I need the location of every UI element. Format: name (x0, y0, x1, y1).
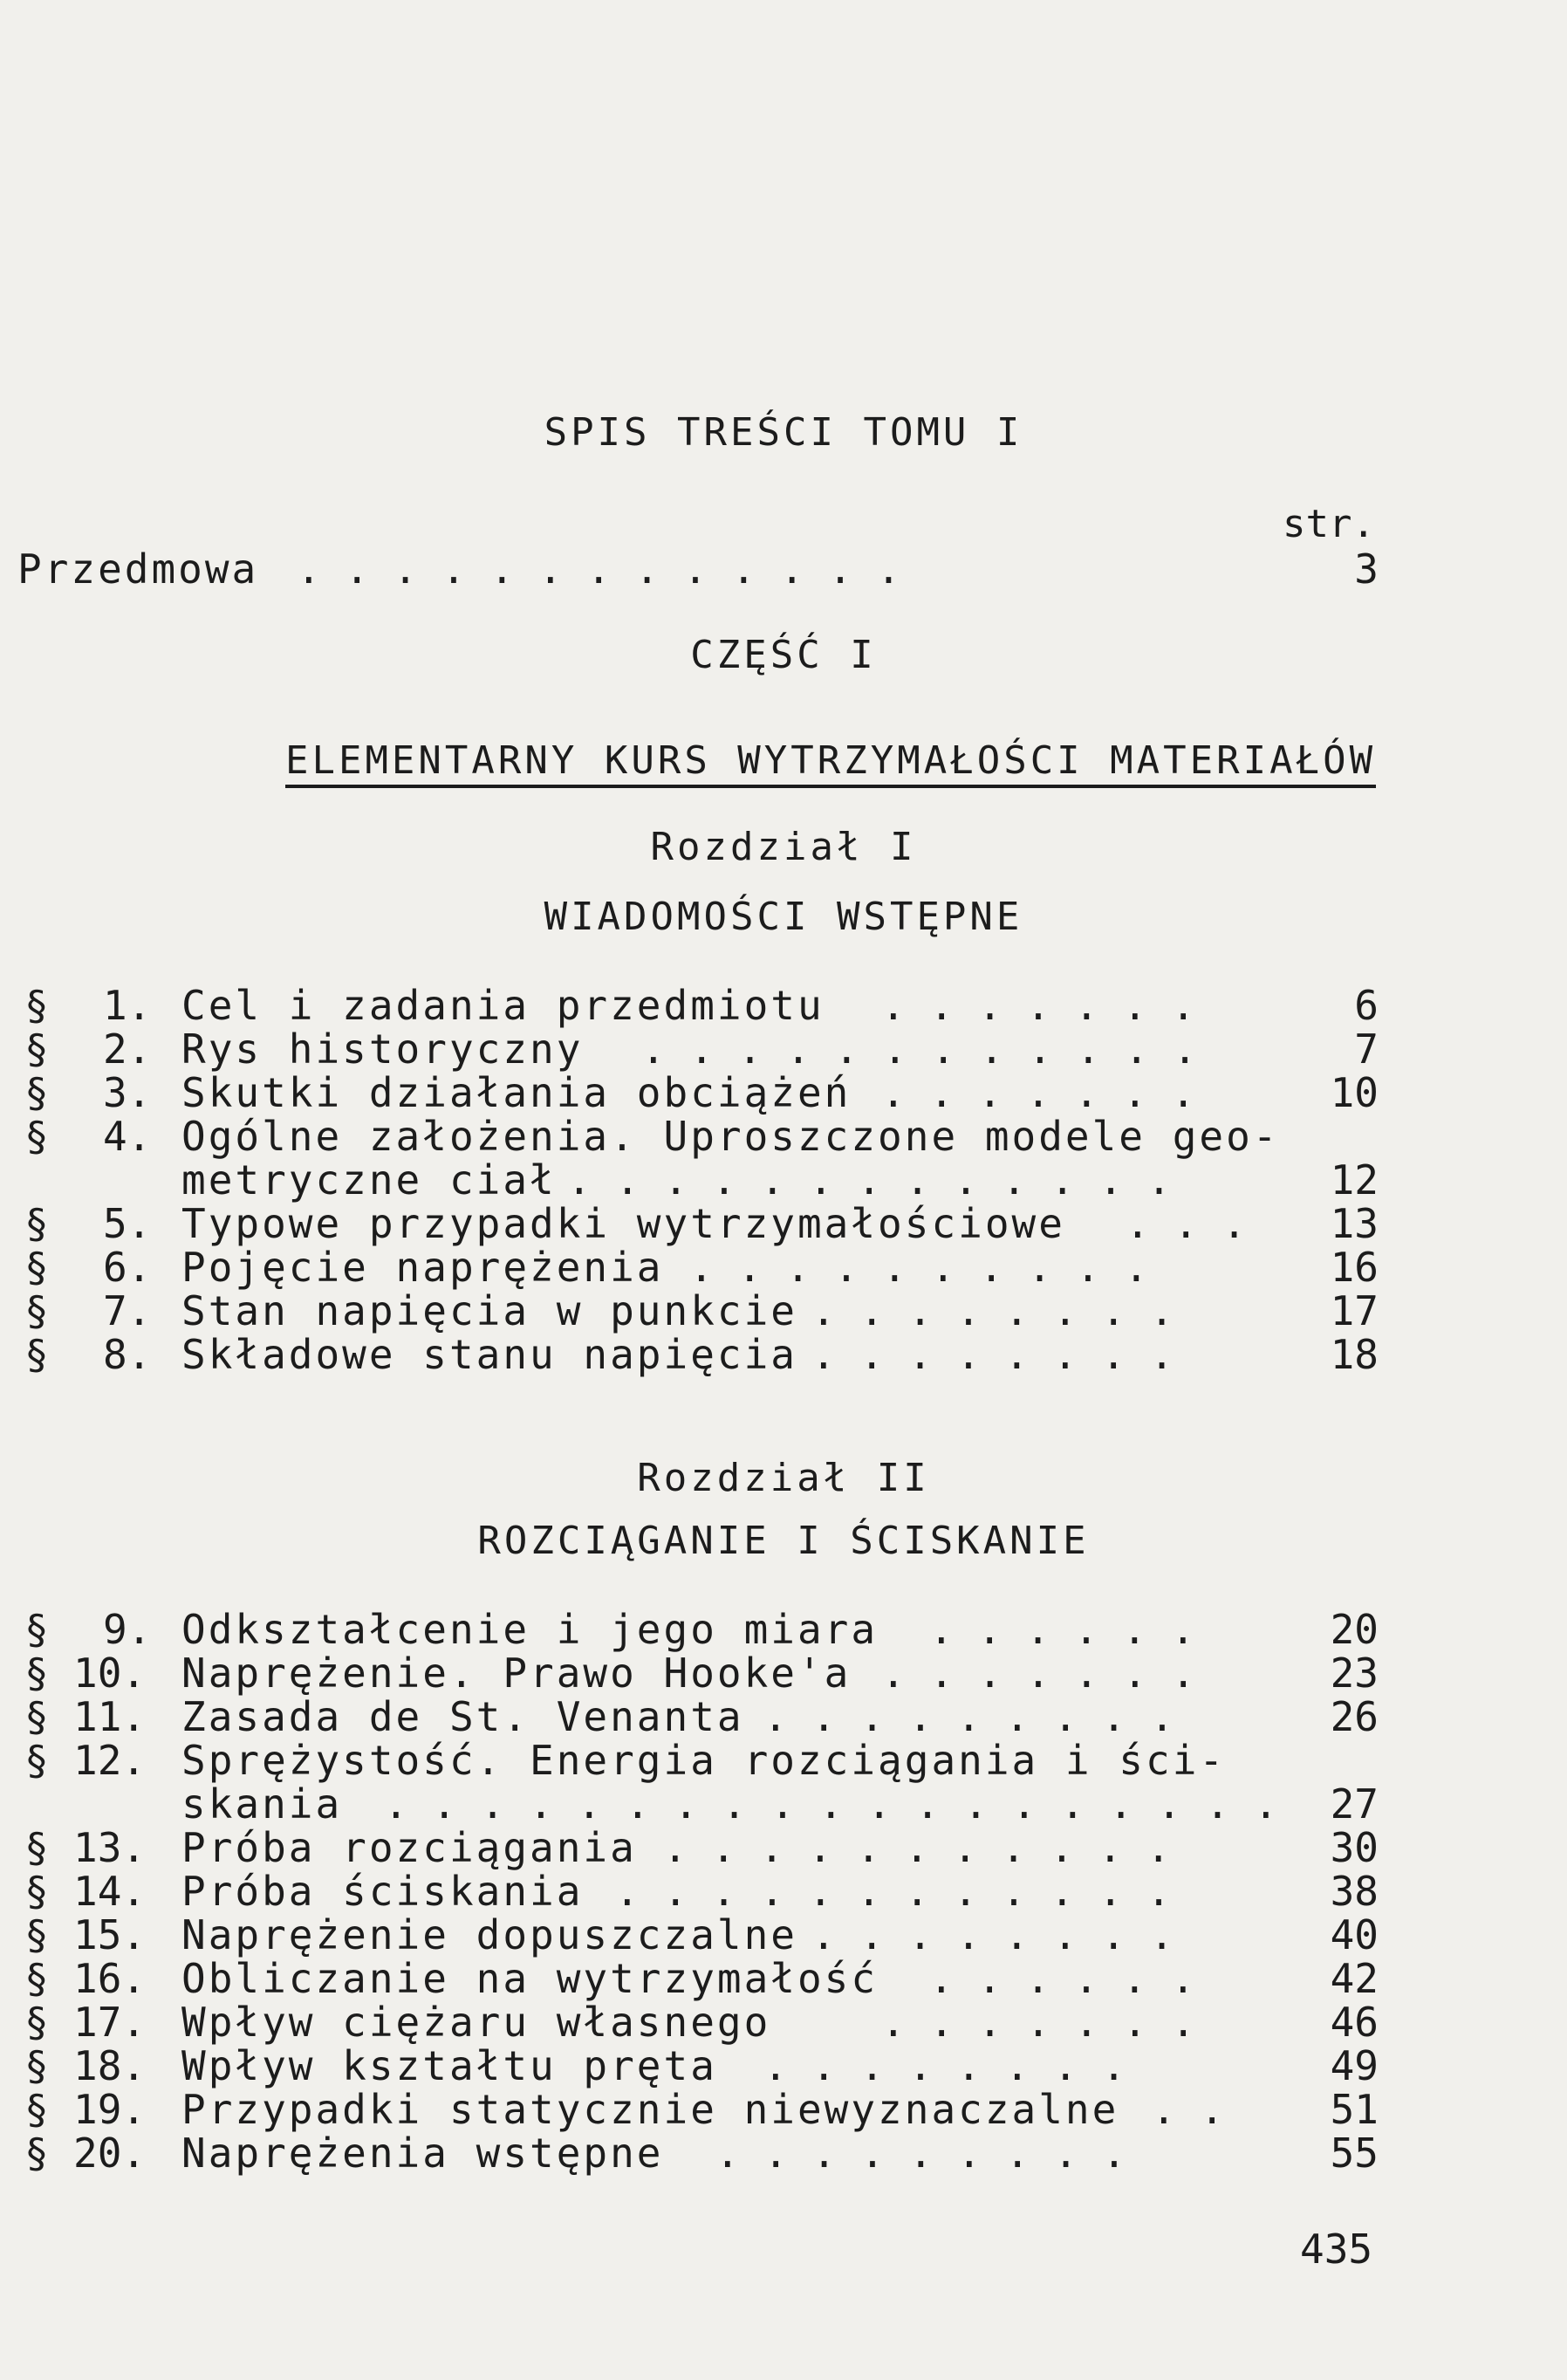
chapter-2-label: Rozdział II (637, 1456, 930, 1500)
entry-page: 12 (1330, 1156, 1379, 1204)
entry-title: Próba rozciągania (181, 1824, 637, 1871)
entry-page: 16 (1330, 1244, 1379, 1291)
entry-title: Przypadki statycznie niewyznaczalne (181, 2086, 1119, 2133)
entry-dots: . . . . . . . . . . . . . . . . . . . (384, 1780, 1278, 1828)
entry-number: 20. (73, 2130, 147, 2177)
entry-number: 6. (103, 1244, 152, 1291)
entry-number: 3. (103, 1069, 152, 1116)
section-sign: § (24, 1911, 49, 1958)
entry-dots: . . . . . . . . . . . . . (567, 1156, 1172, 1204)
entry-title: Skutki działania obciążeń (181, 1069, 852, 1116)
entry-number: 4. (103, 1113, 152, 1160)
entry-dots: . . . . . . . . . . . (663, 1824, 1171, 1871)
entry-title: Sprężystość. Energia rozciągania i ści- (181, 1737, 1227, 1784)
entry-title-continued: skania (181, 1780, 343, 1828)
entry-title: Wpływ ciężaru własnego (181, 1999, 771, 2046)
entry-dots: . . . . . . . (881, 1999, 1196, 2046)
part-label: CZĘŚĆ I (690, 633, 877, 677)
entry-number: 19. (73, 2086, 147, 2133)
entry-dots: . . . . . . (929, 1955, 1195, 2002)
preface-page: 3 (1354, 545, 1379, 593)
entry-title: Naprężenie dopuszczalne (181, 1911, 797, 1958)
entry-dots: . . (1152, 2086, 1225, 2133)
entry-page: 20 (1330, 1606, 1379, 1653)
section-sign: § (24, 1955, 49, 2002)
entry-title: Obliczanie na wytrzymałość (181, 1955, 879, 2002)
entry-dots: . . . . . . . . (811, 1911, 1174, 1958)
entry-title: Pojęcie naprężenia (181, 1244, 664, 1291)
entry-page: 55 (1330, 2130, 1379, 2177)
entry-page: 40 (1330, 1911, 1379, 1958)
section-sign: § (24, 1824, 49, 1871)
entry-dots: . . . . . . . . (811, 1331, 1174, 1378)
entry-dots: . . . . . . . (881, 982, 1196, 1029)
section-sign: § (24, 1200, 49, 1247)
page-column-label: str. (1283, 502, 1375, 546)
entry-dots: . . . . . . . . (763, 2042, 1126, 2089)
entry-title: Odkształcenie i jego miara (181, 1606, 879, 1653)
section-sign: § (24, 1244, 49, 1291)
entry-dots: . . . . . . . (881, 1650, 1196, 1697)
entry-number: 10. (73, 1650, 147, 1697)
entry-dots: . . . . . . . . . . . . (641, 1025, 1197, 1073)
entry-title: Naprężenia wstępne (181, 2130, 664, 2177)
entry-page: 6 (1354, 982, 1379, 1029)
entry-title: Próba ściskania (181, 1868, 584, 1915)
section-sign: § (24, 1331, 49, 1378)
section-sign: § (24, 1650, 49, 1697)
entry-dots: . . . . . . . (881, 1069, 1196, 1116)
section-sign: § (24, 982, 49, 1029)
entry-page: 27 (1330, 1780, 1379, 1828)
entry-page: 38 (1330, 1868, 1379, 1915)
chapter-2-title: ROZCIĄGANIE I ŚCISKANIE (477, 1519, 1090, 1563)
toc-title: SPIS TREŚCI TOMU I (544, 410, 1023, 455)
entry-title-continued: metryczne ciał (181, 1156, 557, 1204)
entry-page: 49 (1330, 2042, 1379, 2089)
entry-page: 23 (1330, 1650, 1379, 1697)
section-sign: § (24, 2130, 49, 2177)
entry-number: 16. (73, 1955, 147, 2002)
preface-dots: . . . . . . . . . . . . . (297, 545, 901, 593)
entry-title: Składowe stanu napięcia (181, 1331, 797, 1378)
section-sign: § (24, 1069, 49, 1116)
section-sign: § (24, 1868, 49, 1915)
preface-label: Przedmowa (17, 545, 259, 593)
entry-number: 1. (103, 982, 152, 1029)
part-title: ELEMENTARNY KURS WYTRZYMAŁOŚCI MATERIAŁÓW (285, 738, 1376, 788)
section-sign: § (24, 1693, 49, 1740)
section-sign: § (24, 2042, 49, 2089)
section-sign: § (24, 1025, 49, 1073)
section-sign: § (24, 1113, 49, 1160)
entry-dots: . . . (1126, 1200, 1247, 1247)
entry-number: 8. (103, 1331, 152, 1378)
entry-page: 7 (1354, 1025, 1379, 1073)
entry-page: 26 (1330, 1693, 1379, 1740)
entry-number: 7. (103, 1287, 152, 1334)
section-sign: § (24, 1287, 49, 1334)
entry-number: 13. (73, 1824, 147, 1871)
section-sign: § (24, 2086, 49, 2133)
entry-number: 12. (73, 1737, 147, 1784)
entry-dots: . . . . . . . . . (715, 2130, 1126, 2177)
entry-number: 5. (103, 1200, 152, 1247)
entry-number: 14. (73, 1868, 147, 1915)
entry-page: 46 (1330, 1999, 1379, 2046)
entry-title: Ogólne założenia. Uproszczone modele geo- (181, 1113, 1280, 1160)
entry-title: Wpływ kształtu pręta (181, 2042, 717, 2089)
entry-title: Stan napięcia w punkcie (181, 1287, 797, 1334)
footer-page-number: 435 (1300, 2226, 1373, 2273)
entry-number: 17. (73, 1999, 147, 2046)
entry-title: Cel i zadania przedmiotu (181, 982, 825, 1029)
entry-number: 18. (73, 2042, 147, 2089)
entry-title: Naprężenie. Prawo Hooke'a (181, 1650, 852, 1697)
entry-dots: . . . . . . . . . (763, 1693, 1174, 1740)
entry-number: 2. (103, 1025, 152, 1073)
section-sign: § (24, 1737, 49, 1784)
entry-dots: . . . . . . (929, 1606, 1195, 1653)
entry-page: 42 (1330, 1955, 1379, 2002)
entry-dots: . . . . . . . . . . (689, 1244, 1149, 1291)
entry-title: Rys historyczny (181, 1025, 584, 1073)
entry-dots: . . . . . . . . (811, 1287, 1174, 1334)
entry-title: Typowe przypadki wytrzymałościowe (181, 1200, 1065, 1247)
entry-page: 13 (1330, 1200, 1379, 1247)
entry-number: 11. (73, 1693, 147, 1740)
chapter-1-title: WIADOMOŚCI WSTĘPNE (544, 895, 1023, 939)
entry-page: 10 (1330, 1069, 1379, 1116)
entry-page: 30 (1330, 1824, 1379, 1871)
entry-page: 51 (1330, 2086, 1379, 2133)
entry-number: 15. (73, 1911, 147, 1958)
chapter-1-label: Rozdział I (650, 825, 917, 869)
section-sign: § (24, 1606, 49, 1653)
entry-title: Zasada de St. Venanta (181, 1693, 744, 1740)
entry-page: 17 (1330, 1287, 1379, 1334)
entry-number: 9. (103, 1606, 152, 1653)
entry-dots: . . . . . . . . . . . . (615, 1868, 1171, 1915)
entry-page: 18 (1330, 1331, 1379, 1378)
section-sign: § (24, 1999, 49, 2046)
